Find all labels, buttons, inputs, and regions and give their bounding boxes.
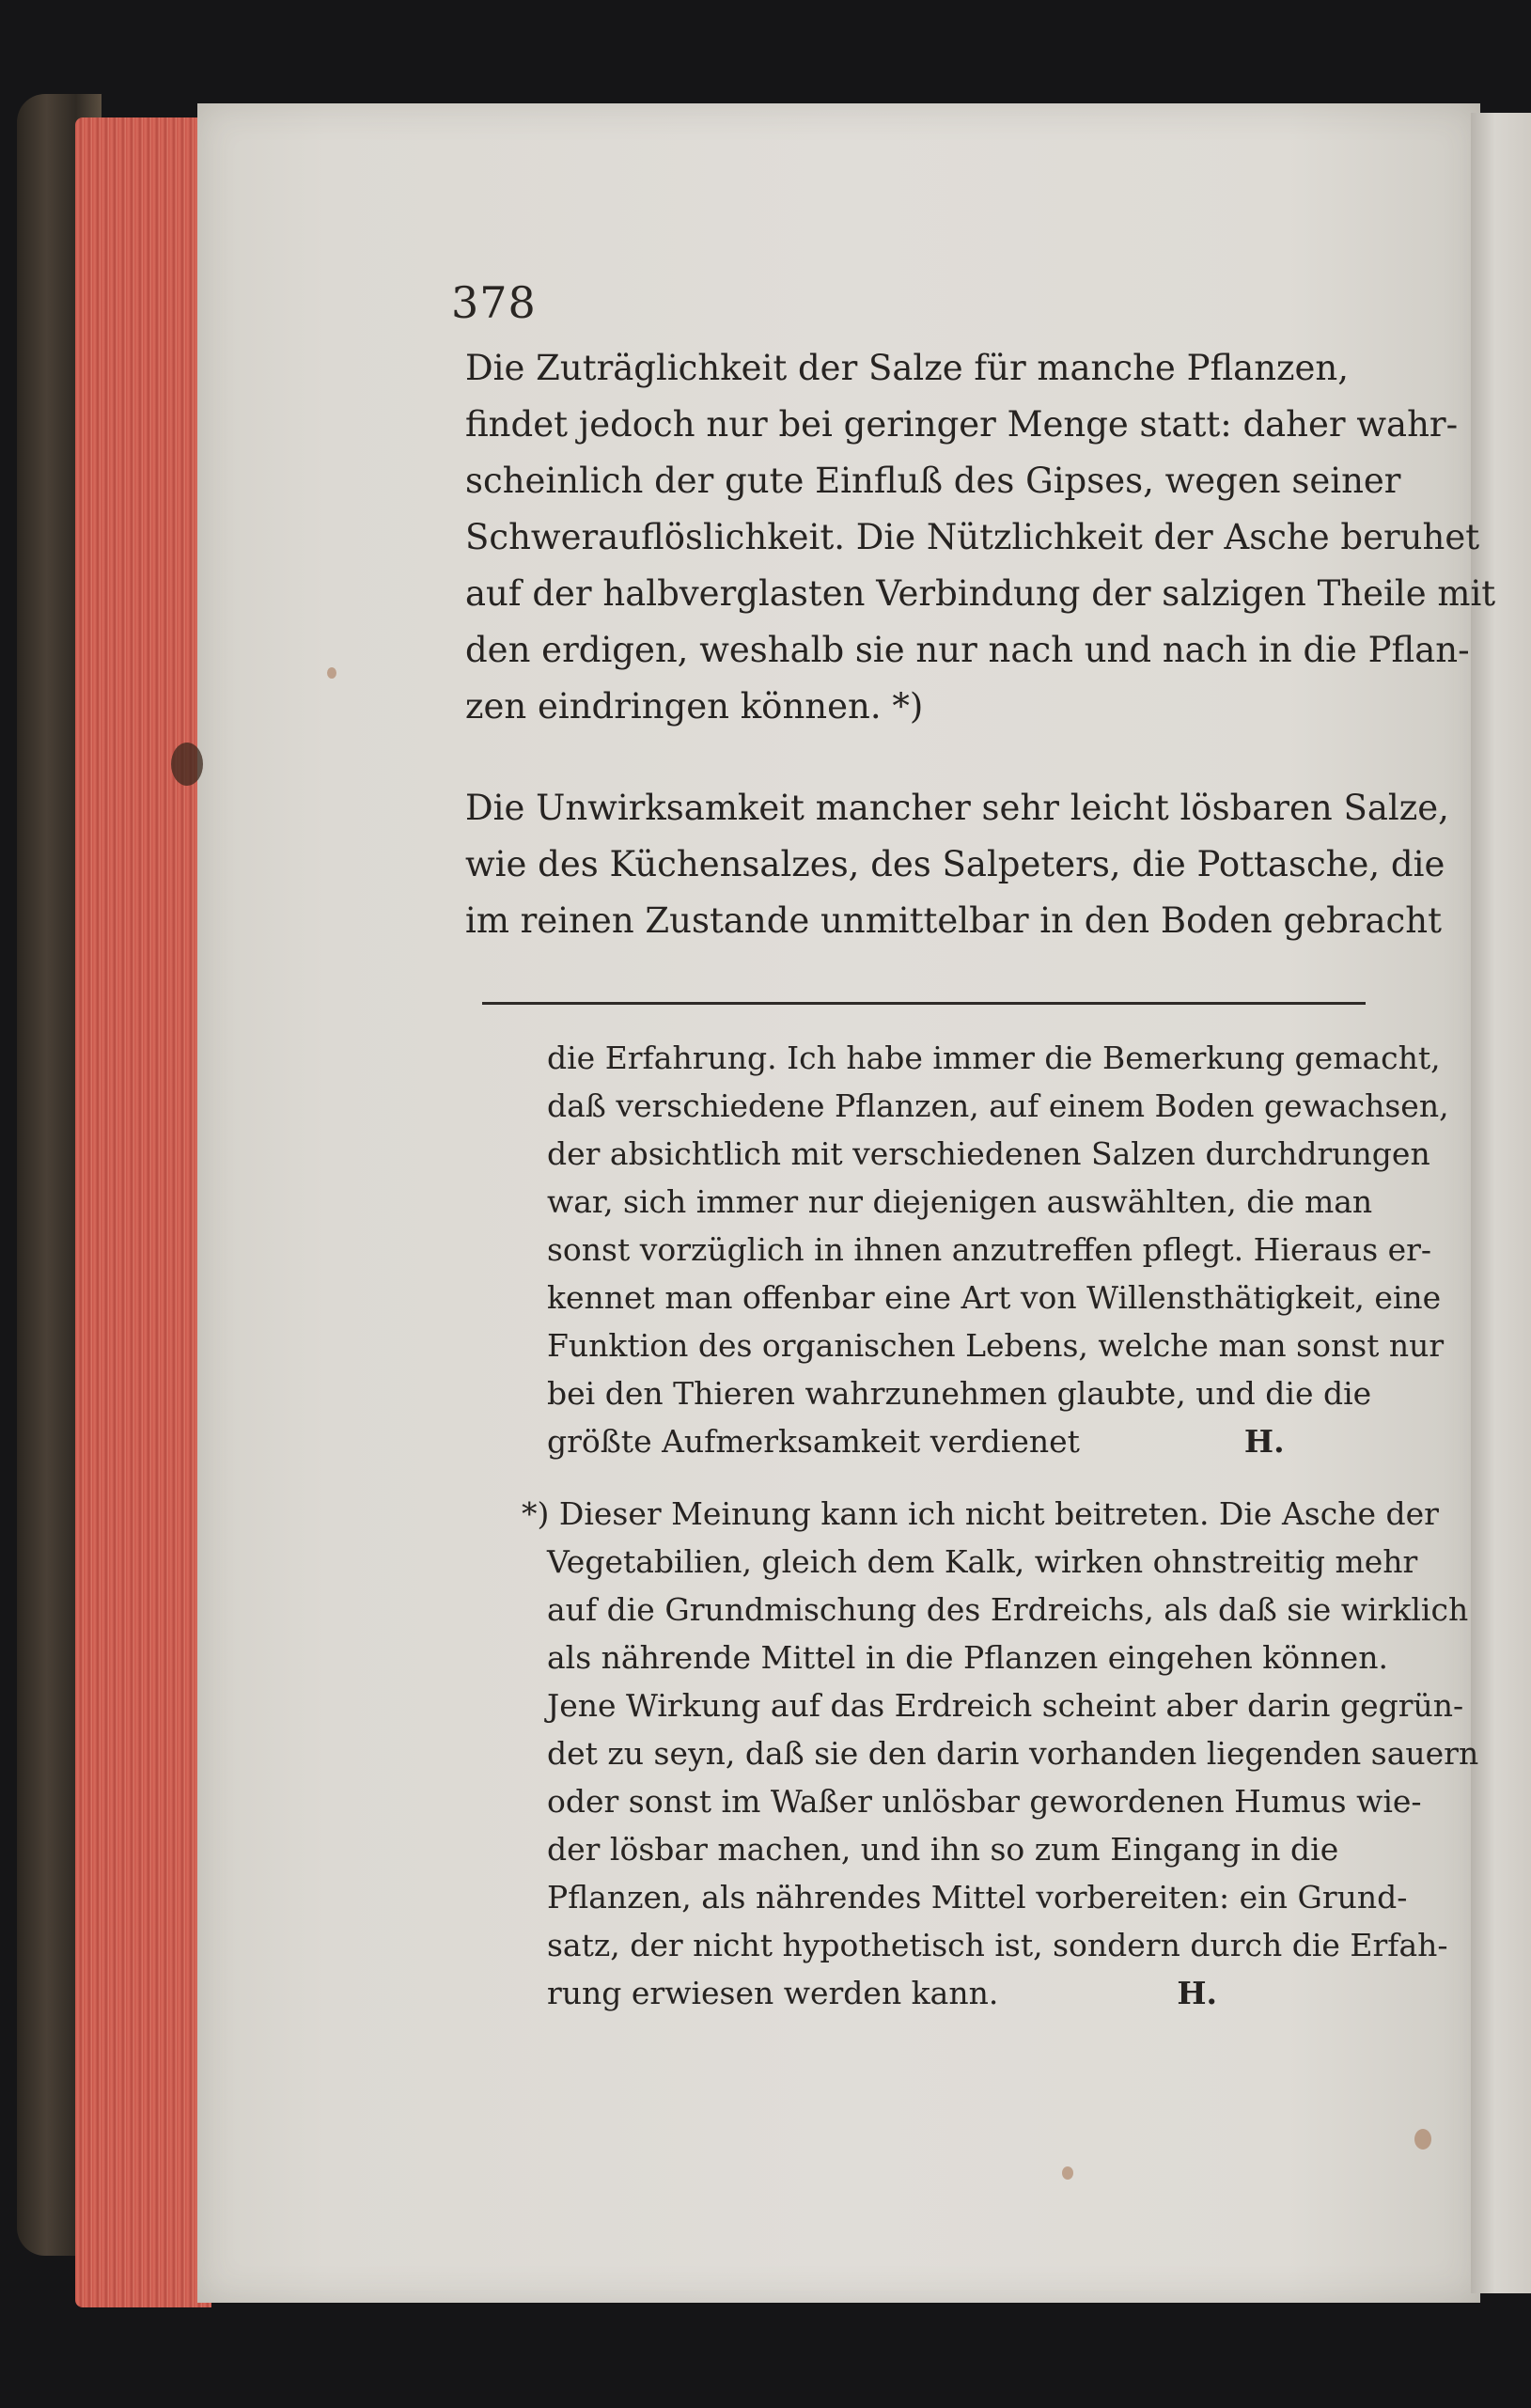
footnote-line-text: größte Aufmerksamkeit verdienet bbox=[547, 1423, 1080, 1460]
footnote-line: der absichtlich mit verschiedenen Salzen durchdrungen bbox=[547, 1135, 1430, 1172]
footnote-line: kennet man offenbar eine Art von Willensthätigkeit, eine bbox=[547, 1279, 1442, 1316]
text-line: zen eindringen können. *) bbox=[465, 686, 924, 727]
footnote-line: satz, der nicht hypothetisch ist, sondern durch die Erfah- bbox=[547, 1927, 1448, 1963]
paragraph-1 bbox=[465, 340, 1495, 735]
footnote-line: als nährende Mittel in die Pflanzen eingehen können. bbox=[547, 1639, 1388, 1676]
footnote-2 bbox=[522, 1490, 1478, 2017]
page-stain bbox=[327, 667, 336, 679]
text-line: wie des Küchensalzes, des Salpeters, die Pottasche, die bbox=[465, 844, 1445, 884]
text-line: den erdigen, weshalb sie nur nach und nach in die Pflan- bbox=[465, 630, 1470, 670]
page-edges-red bbox=[75, 117, 211, 2307]
footnote-line: war, sich immer nur diejenigen auswählten, die man bbox=[547, 1183, 1373, 1220]
footnote-signature: H. bbox=[1243, 1423, 1285, 1460]
page-stain bbox=[1062, 2166, 1073, 2180]
footnote-line: det zu seyn, daß sie den darin vorhanden liegenden sauern bbox=[547, 1735, 1479, 1772]
footnote-1 bbox=[547, 1034, 1449, 1465]
footnote-line bbox=[547, 1417, 1449, 1465]
footnote-line: auf die Grundmischung des Erdreichs, als daß sie wirklich bbox=[547, 1591, 1469, 1628]
text-line: Schwerauflöslichkeit. Die Nützlichkeit der Asche beruhet bbox=[465, 517, 1480, 557]
text-line: Die Zuträglichkeit der Salze für manche Pflanzen, bbox=[465, 348, 1350, 388]
footnote-line: bei den Thieren wahrzunehmen glaubte, und die die bbox=[547, 1375, 1372, 1412]
footnote-line: Jene Wirkung auf das Erdreich scheint aber darin gegrün- bbox=[547, 1687, 1464, 1724]
footnote-line: Funktion des organischen Lebens, welche man sonst nur bbox=[547, 1327, 1445, 1364]
footnote-line: oder sonst im Waßer unlösbar gewordenen Humus wie- bbox=[547, 1783, 1422, 1820]
page-stain bbox=[171, 743, 203, 786]
page-stain bbox=[1414, 2129, 1431, 2150]
paragraph-2 bbox=[465, 780, 1449, 949]
footnote-line: Pflanzen, als nährendes Mittel vorbereiten: ein Grund- bbox=[547, 1879, 1408, 1915]
text-line: Die Unwirksamkeit mancher sehr leicht lösbaren Salze, bbox=[465, 788, 1449, 828]
footnote-line: die Erfahrung. Ich habe immer die Bemerkung gemacht, bbox=[547, 1040, 1441, 1076]
text-line: im reinen Zustande unmittelbar in den Boden gebracht bbox=[465, 900, 1442, 941]
footnote-line: daß verschiedene Pflanzen, auf einem Boden gewachsen, bbox=[547, 1087, 1449, 1124]
footnote-line: der lösbar machen, und ihn so zum Eingang in die bbox=[547, 1831, 1339, 1868]
footnote-line: Vegetabilien, gleich dem Kalk, wirken ohnstreitig mehr bbox=[547, 1543, 1418, 1580]
footnote-line bbox=[522, 1969, 1478, 2017]
footnote-line-text: rung erwiesen werden kann. bbox=[547, 1975, 999, 2011]
footnote-separator bbox=[482, 1002, 1366, 1005]
footnote-line: sonst vorzüglich in ihnen anzutreffen pflegt. Hieraus er- bbox=[547, 1231, 1432, 1268]
text-line: scheinlich der gute Einfluß des Gipses, wegen seiner bbox=[465, 461, 1401, 501]
page-number: 378 bbox=[451, 277, 537, 328]
footnote-line: *) Dieser Meinung kann ich nicht beitreten. Die Asche der bbox=[522, 1495, 1439, 1532]
text-line: findet jedoch nur bei geringer Menge statt: daher wahr- bbox=[465, 404, 1459, 445]
text-line: auf der halbverglasten Verbindung der salzigen Theile mit bbox=[465, 573, 1496, 614]
footnote-signature: H. bbox=[1177, 1975, 1218, 2011]
